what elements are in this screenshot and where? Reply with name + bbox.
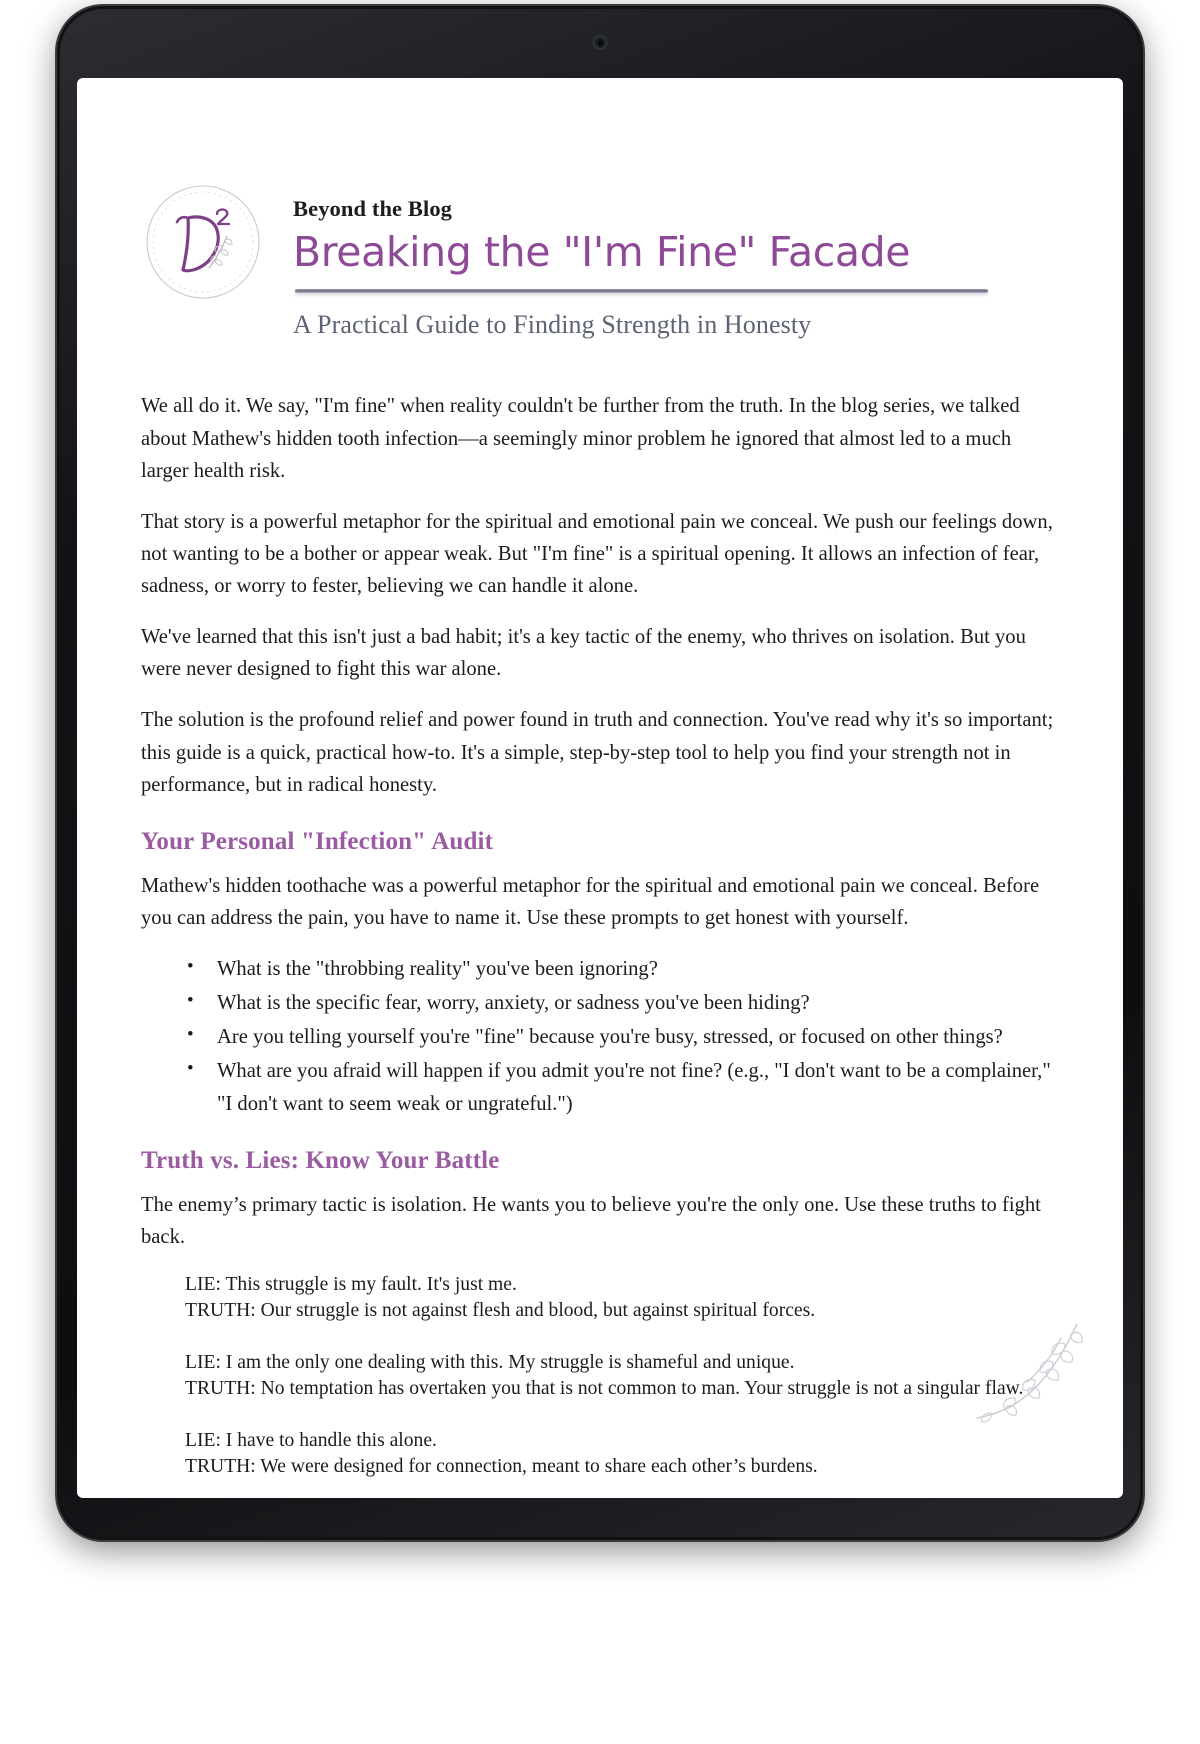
lie-truth-pair (185, 1272, 1059, 1324)
section-intro-truth-vs-lies: The enemy’s primary tactic is isolation. He wants you to believe you're the only one. Use these truths to fight back. (141, 1193, 1041, 1248)
truth-line: TRUTH: No temptation has overtaken you that is not common to man. Your struggle is not a singular flaw. (185, 1378, 1024, 1400)
document-body (139, 390, 1065, 1480)
lie-truth-pair (185, 1350, 1059, 1402)
intro-paragraph: That story is a powerful metaphor for the spiritual and emotional pain we conceal. We push our feelings down, not wanting to be a bother or appear weak. But "I'm fine" is a spiritual opening. It allows an infection of fear, sadness, or worry to fester, believing we can handle it alone. (141, 510, 1053, 597)
page-title: Breaking the "I'm Fine" Facade (293, 228, 911, 276)
header-text-block (279, 174, 1065, 340)
tablet-device-frame (57, 6, 1143, 1540)
lie-line: LIE: I have to handle this alone. (185, 1430, 437, 1452)
list-item: • What is the "throbbing reality" you've been ignoring? (141, 953, 1059, 985)
botanical-sprig-icon (957, 1318, 1087, 1428)
d-squared-monogram-logo (143, 182, 263, 302)
eyebrow-label: Beyond the Blog (293, 196, 453, 221)
intro-paragraph: The solution is the profound relief and power found in truth and connection. You've read why it's so important; this guide is a quick, practical how-to. It's a simple, step-by-step tool to help you find your strength not in performance, but in radical honesty. (141, 709, 1054, 796)
lie-line: LIE: This struggle is my fault. It's just me. (185, 1273, 517, 1295)
lie-truth-group (185, 1272, 1059, 1480)
camera-dot-icon (593, 35, 608, 50)
title-divider (295, 289, 988, 293)
audit-prompt-list (141, 953, 1059, 1120)
list-item: • What are you afraid will happen if you admit you're not fine? (e.g., "I don't want to be a complainer," "I don't want to seem weak or ungrateful.") (141, 1055, 1059, 1119)
section-heading-audit: Your Personal "Infection" Audit (141, 827, 494, 855)
list-item: • What is the specific fear, worry, anxiety, or sadness you've been hiding? (141, 987, 1059, 1019)
intro-paragraph: We've learned that this isn't just a bad habit; it's a key tactic of the enemy, who thrives on isolation. But you were never designed to fight this war alone. (141, 626, 1026, 681)
section-intro-audit: Mathew's hidden toothache was a powerful metaphor for the spiritual and emotional pain we conceal. Before you can address the pain, you have to name it. Use these prompts to get honest with yourself. (141, 874, 1040, 929)
intro-paragraph: We all do it. We say, "I'm fine" when reality couldn't be further from the truth. In the blog series, we talked about Mathew's hidden tooth infection—a seemingly minor problem he ignored that almost led to a much larger health risk. (141, 395, 1020, 482)
list-item: • Are you telling yourself you're "fine" because you're busy, stressed, or focused on other things? (141, 1021, 1059, 1053)
document-header (139, 174, 1065, 340)
section-heading-truth-vs-lies: Truth vs. Lies: Know Your Battle (141, 1146, 500, 1174)
truth-line: TRUTH: Our struggle is not against flesh and blood, but against spiritual forces. (185, 1299, 816, 1321)
page-subtitle: A Practical Guide to Finding Strength in Honesty (293, 310, 812, 340)
lie-line: LIE: I am the only one dealing with this. My struggle is shameful and unique. (185, 1351, 795, 1373)
truth-line: TRUTH: We were designed for connection, meant to share each other’s burdens. (185, 1456, 818, 1478)
lie-truth-pair (185, 1428, 1059, 1480)
document-page (77, 78, 1123, 1498)
